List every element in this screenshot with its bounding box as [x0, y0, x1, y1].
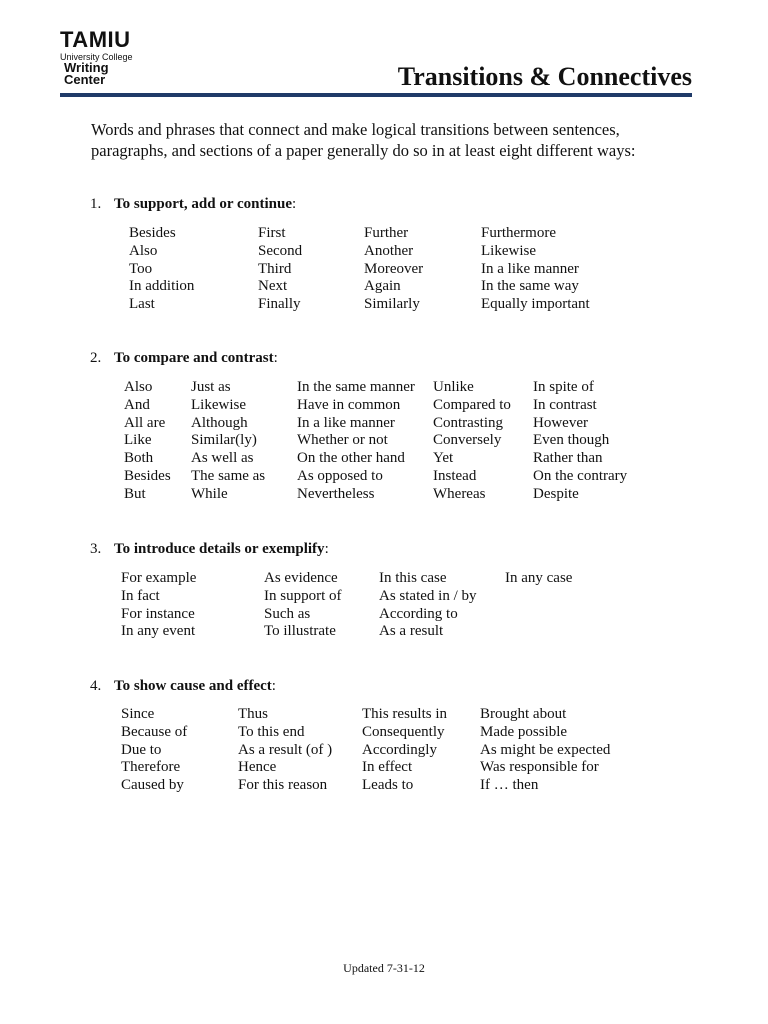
transition-word: To illustrate	[264, 623, 336, 640]
section-heading-1: 1. To support, add or continue:	[90, 196, 297, 212]
transition-word: Thus	[238, 706, 268, 722]
transition-word	[505, 606, 615, 624]
transition-word: Just as	[191, 379, 231, 395]
transition-word: Likewise	[481, 242, 536, 259]
transition-word: Last	[129, 296, 155, 313]
word-grid-cause-effect	[121, 706, 650, 795]
transition-word: Contrasting	[433, 414, 503, 431]
transition-word: In any event	[121, 623, 196, 640]
transition-word: As stated in / by	[379, 587, 477, 604]
transition-word: First	[258, 225, 286, 241]
section-heading-2: 2. To compare and contrast:	[90, 350, 278, 366]
transition-word: Instead	[433, 467, 477, 484]
section-title: To show cause and effect	[114, 678, 272, 694]
transition-word: Was responsible for	[480, 759, 599, 776]
transition-word: Brought about	[480, 706, 567, 722]
logo-center: Center	[64, 72, 106, 87]
section-number: 3.	[90, 541, 102, 557]
transition-word: Similar(ly)	[191, 432, 257, 449]
transition-word: For instance	[121, 605, 195, 622]
transition-word: And	[124, 396, 150, 413]
transition-word: As a result (of )	[238, 741, 333, 758]
transition-word: Such as	[264, 605, 311, 622]
word-grid-compare	[124, 379, 663, 504]
transition-word: As a result	[379, 623, 444, 640]
transition-word: Since	[121, 706, 155, 722]
transition-word: In contrast	[533, 396, 597, 413]
transition-word: Leads to	[362, 777, 414, 794]
transition-word: But	[124, 485, 146, 502]
transition-word: Furthermore	[481, 225, 556, 241]
transition-word: Another	[364, 242, 414, 259]
transition-word: In this case	[379, 570, 447, 586]
transition-word: Although	[191, 414, 248, 431]
section-number: 1.	[90, 196, 102, 212]
transition-word: If … then	[480, 777, 539, 794]
section-title: To compare and contrast	[114, 350, 274, 366]
transition-word: Equally important	[481, 296, 590, 313]
transition-word: In the same way	[481, 278, 579, 295]
transition-word: Made possible	[480, 723, 568, 740]
word-grid-support	[129, 225, 631, 314]
transition-word: In the same manner	[297, 379, 415, 395]
writing-center-logo	[60, 29, 142, 86]
transition-word: Whether or not	[297, 432, 388, 449]
logo-university-college: University College	[60, 52, 133, 62]
transition-word: Next	[258, 278, 288, 295]
transition-word: For this reason	[238, 777, 328, 794]
transition-word: Compared to	[433, 396, 511, 413]
transition-word: However	[533, 414, 588, 431]
transition-word: In a like manner	[481, 260, 579, 277]
transition-word: Besides	[129, 225, 176, 241]
logo-tamiu: TAMIU	[60, 27, 131, 52]
transition-word: The same as	[191, 467, 266, 484]
transition-word: Accordingly	[362, 741, 437, 758]
transition-word: Likewise	[191, 396, 246, 413]
transition-word: On the contrary	[533, 467, 628, 484]
transition-word: Second	[258, 242, 303, 259]
transition-word: Moreover	[364, 260, 424, 277]
transition-word: Too	[129, 260, 153, 277]
transition-word: In fact	[121, 587, 160, 604]
transition-word: Caused by	[121, 777, 184, 794]
transition-word: Consequently	[362, 723, 445, 740]
transition-word: Whereas	[433, 485, 486, 502]
transition-word: Because of	[121, 723, 188, 740]
transition-word: This results in	[362, 706, 447, 722]
transition-word: As well as	[191, 450, 254, 467]
transition-word: As might be expected	[480, 741, 611, 758]
intro-paragraph: Words and phrases that connect and make logical transitions between sentences, paragraphs, and sections of a paper generally do so in at least eight different ways:	[91, 120, 636, 160]
transition-word: Nevertheless	[297, 485, 375, 502]
section-number: 2.	[90, 350, 102, 366]
transition-word: To this end	[238, 723, 305, 740]
transition-word: Have in common	[297, 396, 401, 413]
transition-word: On the other hand	[297, 450, 405, 467]
transition-word: Both	[124, 450, 154, 467]
transition-word: As opposed to	[297, 467, 383, 484]
transition-word: Unlike	[433, 379, 474, 395]
word-grid-details	[121, 570, 615, 641]
transition-word: In any case	[505, 570, 573, 586]
section-heading-4: 4. To show cause and effect:	[90, 678, 276, 694]
transition-word: As evidence	[264, 570, 338, 586]
transition-word: In effect	[362, 759, 413, 776]
transition-word: Third	[258, 260, 292, 277]
logo-writing: Writing	[64, 60, 109, 75]
section-number: 4.	[90, 678, 102, 694]
transition-word: For example	[121, 570, 197, 586]
footer-updated: Updated 7-31-12	[343, 961, 425, 975]
transition-word: Rather than	[533, 450, 603, 467]
transition-word: Due to	[121, 741, 162, 758]
section-title: To introduce details or exemplify	[114, 541, 325, 557]
transition-word: In a like manner	[297, 414, 395, 431]
transition-word: Also	[124, 379, 153, 395]
page-title: Transitions & Connectives	[397, 62, 692, 91]
transition-word: According to	[379, 605, 458, 622]
transition-word: Hence	[238, 759, 277, 776]
transition-word: In spite of	[533, 379, 594, 395]
transition-word: While	[191, 485, 228, 502]
transition-word: Like	[124, 432, 152, 449]
header-divider	[60, 93, 692, 97]
transition-word: Yet	[433, 450, 454, 467]
transition-word: All are	[124, 414, 166, 431]
transition-word: In addition	[129, 278, 195, 295]
transition-word: Finally	[258, 296, 301, 313]
transition-word: In support of	[264, 587, 342, 604]
transition-word	[505, 623, 615, 641]
transition-word: Again	[364, 278, 401, 295]
transition-word: Therefore	[121, 759, 181, 776]
section-title: To support, add or continue	[114, 196, 292, 212]
transition-word	[505, 588, 615, 606]
transition-word: Even though	[533, 432, 610, 449]
transition-word: Similarly	[364, 296, 420, 313]
transition-word: Further	[364, 225, 409, 241]
transition-word: Also	[129, 242, 158, 259]
transition-word: Despite	[533, 485, 579, 502]
transition-word: Conversely	[433, 432, 502, 449]
section-heading-3: 3. To introduce details or exemplify:	[90, 541, 329, 557]
transition-word: Besides	[124, 467, 171, 484]
